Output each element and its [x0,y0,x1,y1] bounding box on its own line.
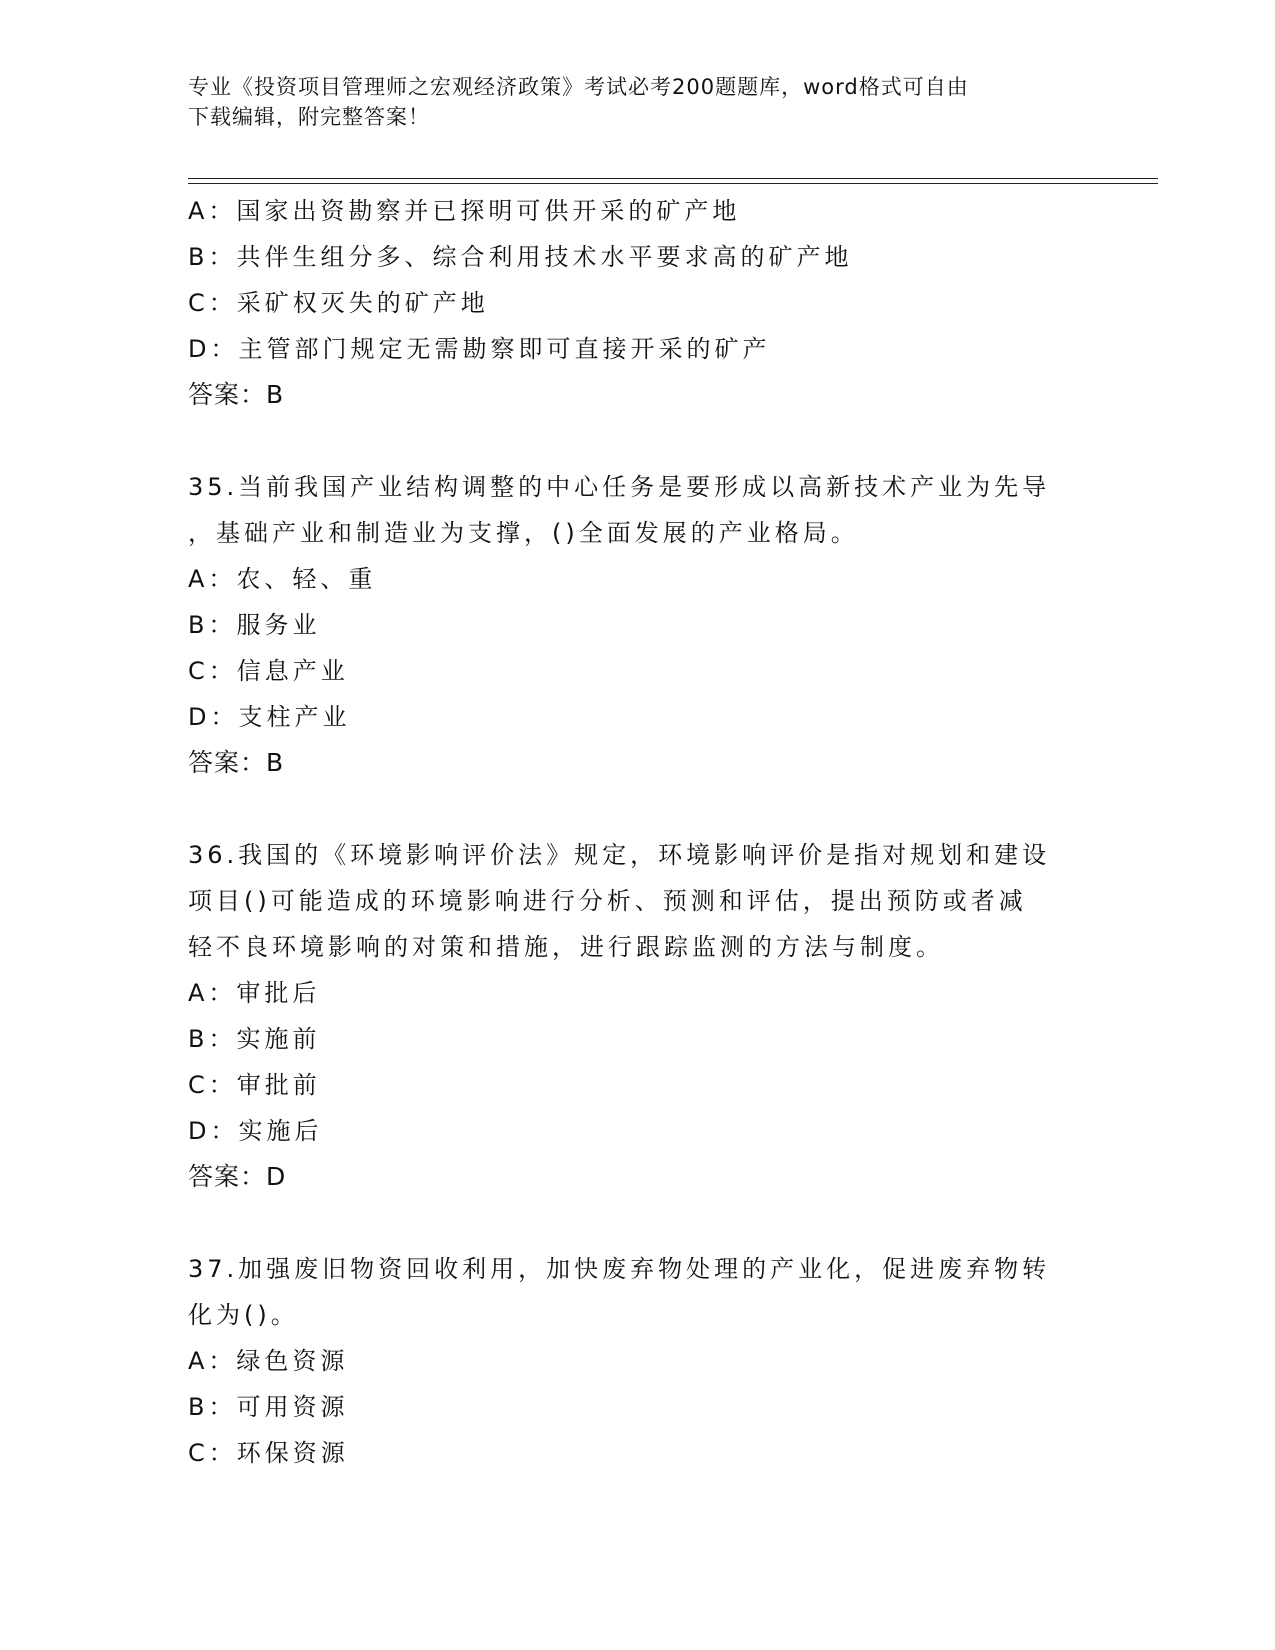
question-stem: 37.加强废旧物资回收利用，加快废弃物处理的产业化，促进废弃物转 [188,1255,1051,1283]
question-stem: ，基础产业和制造业为支撑，()全面发展的产业格局。 [188,519,859,547]
option-d: D：主管部门规定无需勘察即可直接开采的矿产 [188,335,771,363]
answer: 答案：B [188,748,285,777]
option-b: B：共伴生组分多、综合利用技术水平要求高的矿产地 [188,243,853,271]
header-line-2: 下载编辑，附完整答案！ [188,105,430,129]
header-divider-bottom [188,183,1158,184]
option-b: B：可用资源 [188,1393,349,1421]
option-c: C：信息产业 [188,657,349,685]
question-36 [188,832,1088,1200]
option-c: C：采矿权灭失的矿产地 [188,289,489,317]
spacer [188,1200,1088,1246]
option-a: A：国家出资勘察并已探明可供开采的矿产地 [188,197,741,225]
option-d: D：实施后 [188,1117,323,1145]
answer: 答案：D [188,1162,287,1191]
document-header [188,72,1088,132]
question-stem: 项目()可能造成的环境影响进行分析、预测和评估，提出预防或者减 [188,887,1027,915]
answer: 答案：B [188,380,285,409]
spacer [188,786,1088,832]
option-c: C：审批前 [188,1071,321,1099]
question-stem: 化为()。 [188,1301,299,1329]
option-b: B：服务业 [188,611,321,639]
question-stem: 36.我国的《环境影响评价法》规定，环境影响评价是指对规划和建设 [188,841,1051,869]
option-a: A：农、轻、重 [188,565,377,593]
question-stem: 轻不良环境影响的对策和措施，进行跟踪监测的方法与制度。 [188,933,944,961]
question-stem: 35.当前我国产业结构调整的中心任务是要形成以高新技术产业为先导 [188,473,1051,501]
option-a: A：审批后 [188,979,321,1007]
question-34 [188,188,1088,418]
header-divider-top [188,178,1158,179]
question-35 [188,464,1088,786]
question-37 [188,1246,1088,1476]
option-c: C：环保资源 [188,1439,349,1467]
option-a: A：绿色资源 [188,1347,349,1375]
spacer [188,418,1088,464]
header-line-1: 专业《投资项目管理师之宏观经济政策》考试必考200题题库，word格式可自由 [188,75,969,99]
option-b: B：实施前 [188,1025,321,1053]
option-d: D：支柱产业 [188,703,351,731]
document-body [188,188,1088,1476]
